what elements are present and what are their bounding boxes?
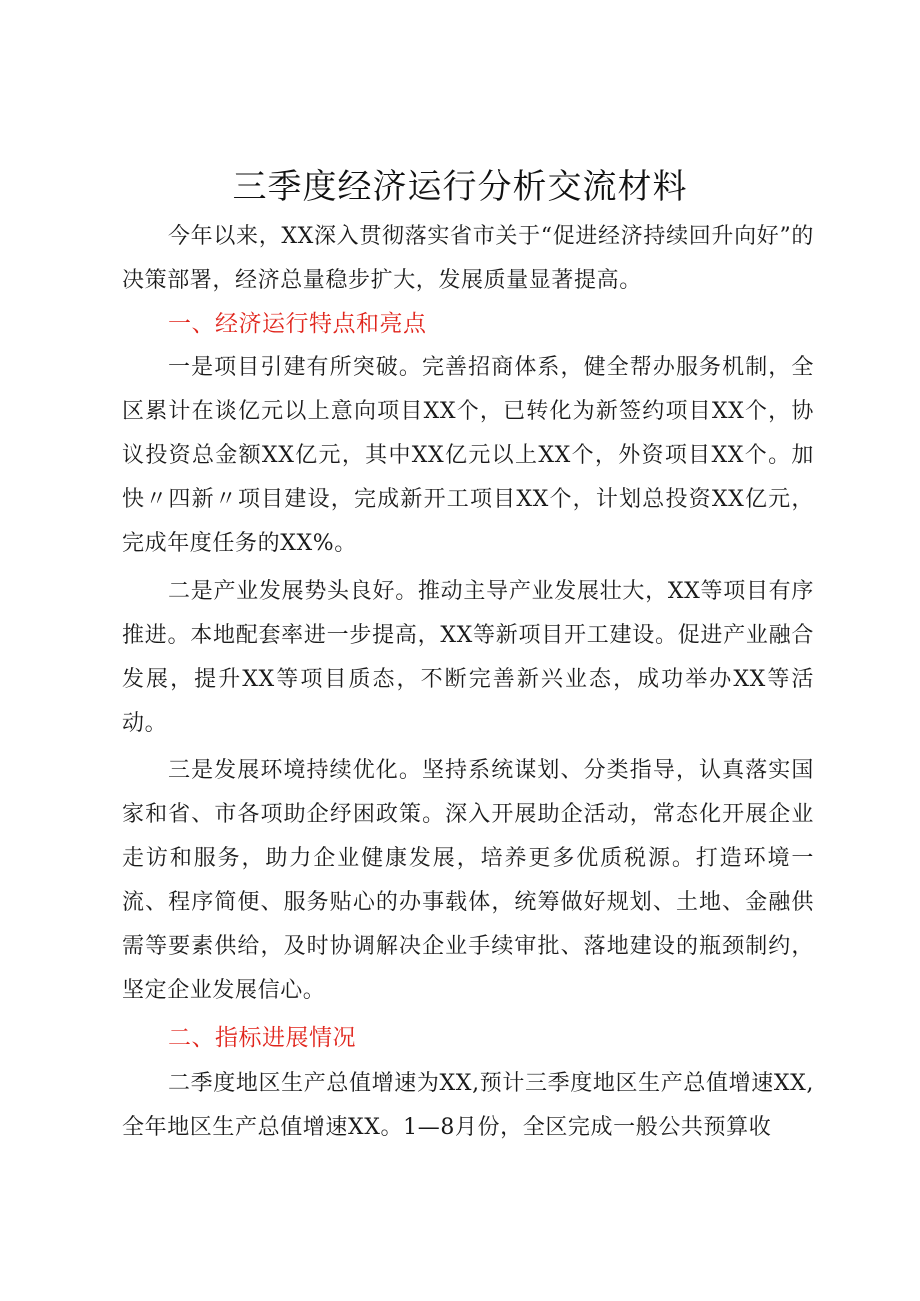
section-heading-2: 二、指标进展情况 (168, 1025, 356, 1051)
document-title: 三季度经济运行分析交流材料 (232, 167, 688, 207)
intro-paragraph: 今年以来，XX深入贯彻落实省市关于“促进经济持续回升向好”的决策部署，经济总量稳步扩大，发展质量显著提高。 (122, 224, 814, 293)
section-heading-1: 一、经济运行特点和亮点 (168, 311, 427, 337)
paragraph-business-environment: 三是发展环境持续优化。坚持系统谋划、分类指导，认真落实国家和省、市各项助企纾困政策。深入开展助企活动，常态化开展企业走访和服务，助力企业健康发展，培养更多优质税源。打造环境一流、程序简便、服务贴心的办事载体，统筹做好规划、土地、金融供需等要素供给，及时协调解决企业手续审批、落地建设的瓶颈制约，坚定企业发展信心。 (122, 758, 814, 1003)
paragraph-project-introduction: 一是项目引建有所突破。完善招商体系，健全帮办服务机制，全区累计在谈亿元以上意向项目XX个，已转化为新签约项目XX个，协议投资总金额XX亿元，其中XX亿元以上XX个，外资项目XX个。加快〃四新〃项目建设，完成新开工项目XX个，计划总投资XX亿元，完成年度任务的XX%。 (122, 355, 814, 556)
paragraph-industry-development: 二是产业发展势头良好。推动主导产业发展壮大，XX等项目有序推进。本地配套率进一步提高，XX等新项目开工建设。促进产业融合发展，提升XX等项目质态，不断完善新兴业态，成功举办XX等活动。 (122, 579, 814, 736)
paragraph-indicator-progress: 二季度地区生产总值增速为XX,预计三季度地区生产总值增速XX,全年地区生产总值增速XX。1—8月份，全区完成一般公共预算收 (122, 1071, 814, 1140)
